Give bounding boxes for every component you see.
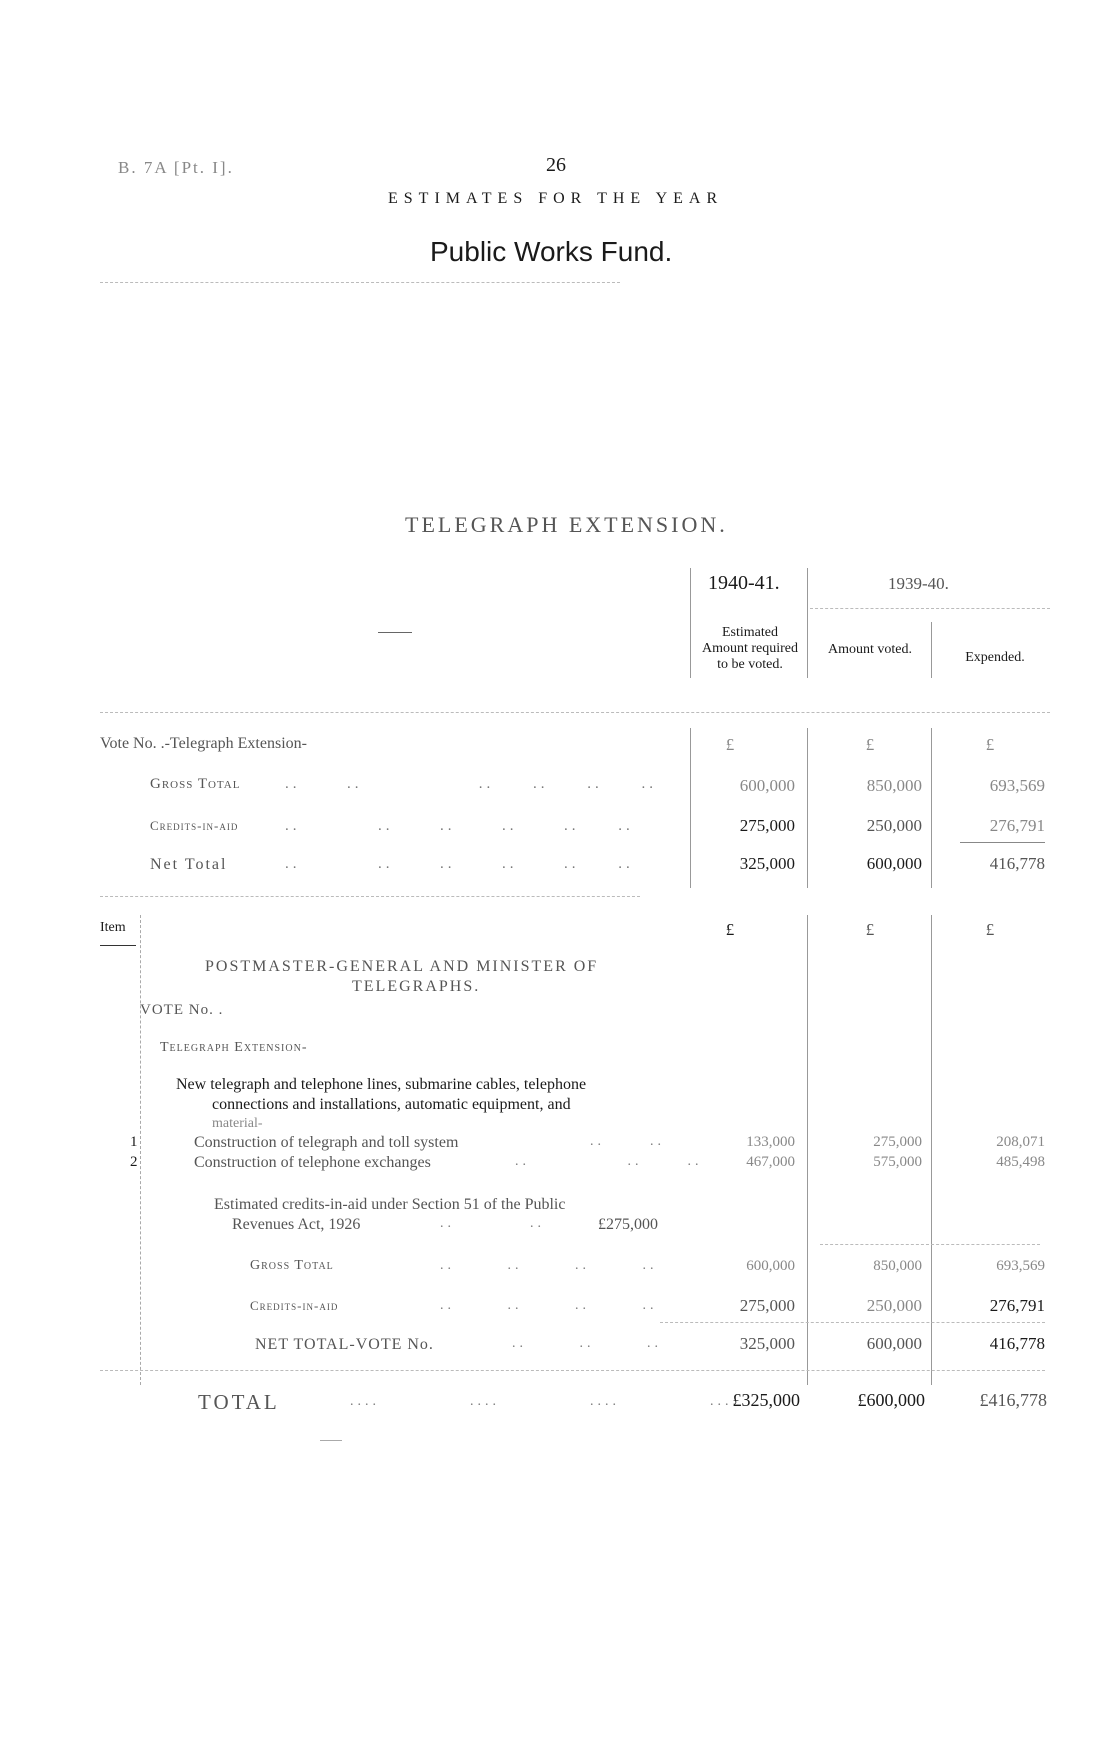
section-title: TELEGRAPH EXTENSION. <box>405 512 728 537</box>
summary-divider-3 <box>931 728 932 888</box>
year-current: 1940-41. <box>708 572 780 594</box>
summary-net-v2: 600,000 <box>866 854 922 873</box>
footer-dash <box>320 1440 342 1441</box>
total-row-label: Credits-in-aid <box>250 1298 339 1313</box>
item-column-divider <box>140 915 141 1385</box>
summary-row-label: Credits-in-aid <box>150 818 239 833</box>
leader-dots: .. .. .. .. .. .. <box>285 818 634 834</box>
summary-divider-1 <box>690 728 691 888</box>
grand-total-v3: £416,778 <box>979 1390 1047 1410</box>
item-column-rule <box>100 945 136 946</box>
summary-credits-v2: 250,000 <box>866 816 922 835</box>
col-voted-label: Amount voted. <box>828 642 912 657</box>
leader-dots: .. .. <box>590 1134 665 1149</box>
item-number: 1 <box>130 1134 138 1150</box>
total-credits-v3: 276,791 <box>989 1296 1045 1315</box>
summary-bottom-rule <box>100 896 640 897</box>
item-column-label: Item <box>100 920 126 935</box>
totals-rule <box>820 1244 1040 1245</box>
leader-dots: .. .. .. .. .. .. <box>285 776 657 792</box>
item-2-v3: 485,498 <box>996 1154 1045 1170</box>
description-line: connections and installations, automatic equipment, and <box>212 1096 571 1113</box>
vote-label: Vote No. .-Telegraph Extension- <box>100 735 307 752</box>
credits-note-amount: £275,000 <box>598 1216 658 1233</box>
header-bottom-rule <box>100 712 1050 713</box>
currency-symbol-3: £ <box>985 735 995 754</box>
summary-divider-2 <box>807 728 808 888</box>
col-expended-label: Expended. <box>965 650 1025 665</box>
summary-credits-v3: 276,791 <box>989 816 1045 835</box>
total-gross-v2: 850,000 <box>873 1258 922 1274</box>
summary-gross-v3: 693,569 <box>989 776 1045 795</box>
description-dash <box>378 632 412 633</box>
item-1-v1: 133,000 <box>746 1134 795 1150</box>
col-divider-2 <box>807 568 808 678</box>
summary-row-label: Net Total <box>150 856 228 873</box>
item-2-v2: 575,000 <box>873 1154 922 1170</box>
item-number: 2 <box>130 1154 138 1170</box>
summary-net-v3: 416,778 <box>989 854 1045 873</box>
grand-total-v1: £325,000 <box>732 1390 800 1410</box>
col-divider-3 <box>931 622 932 678</box>
item-label: Construction of telephone exchanges <box>194 1154 431 1171</box>
currency-symbol-3: £ <box>985 920 995 939</box>
leader-dots: .. .. .. <box>515 1154 703 1169</box>
summary-credits-v1: 275,000 <box>739 816 795 835</box>
total-net-v3: 416,778 <box>989 1334 1045 1353</box>
vote-number: VOTE No. . <box>140 1002 224 1018</box>
credits-note: Revenues Act, 1926 <box>232 1216 361 1233</box>
currency-symbol-1: £ <box>725 920 735 939</box>
page-number: 26 <box>546 154 566 176</box>
leader-dots: .. .. .. <box>512 1336 662 1351</box>
col-estimated-label: Estimated Amount required to be voted. <box>701 625 799 672</box>
detail-divider-2 <box>807 915 808 1385</box>
total-credits-v2: 250,000 <box>866 1296 922 1315</box>
description-line: New telegraph and telephone lines, submarine cables, telephone <box>176 1076 587 1093</box>
item-label: Construction of telegraph and toll system <box>194 1134 459 1151</box>
grand-total-rule <box>100 1370 1045 1371</box>
minister-heading-line1: POSTMASTER-GENERAL AND MINISTER OF <box>205 958 599 975</box>
summary-net-v1: 325,000 <box>739 854 795 873</box>
description-line: material- <box>212 1116 263 1131</box>
item-2-v1: 467,000 <box>746 1154 795 1170</box>
year-rule <box>810 608 1050 609</box>
item-1-v2: 275,000 <box>873 1134 922 1150</box>
leader-dots: .. .. .. .. <box>440 1258 658 1273</box>
total-row-label: NET TOTAL-VOTE No. <box>255 1336 434 1353</box>
currency-symbol-2: £ <box>865 735 875 754</box>
subhead-telegraph-extension: Telegraph Extension- <box>160 1040 308 1055</box>
leader-dots: .... .... .... .... <box>350 1394 740 1409</box>
summary-gross-v2: 850,000 <box>866 776 922 795</box>
leader-dots: .. .. .. .. .. .. <box>285 856 634 872</box>
total-gross-v1: 600,000 <box>746 1258 795 1274</box>
detail-divider-3 <box>931 915 932 1385</box>
summary-sum-rule <box>960 842 1045 843</box>
credits-note: Estimated credits-in-aid under Section 51 of the Public <box>214 1196 566 1213</box>
total-gross-v3: 693,569 <box>996 1258 1045 1274</box>
net-total-rule <box>660 1322 1045 1323</box>
total-row-label: Gross Total <box>250 1258 334 1273</box>
total-net-v2: 600,000 <box>866 1334 922 1353</box>
header-rule <box>100 282 620 283</box>
currency-symbol-2: £ <box>865 920 875 939</box>
fund-title: Public Works Fund. <box>430 236 673 267</box>
col-divider-1 <box>690 568 691 678</box>
currency-symbol-1: £ <box>725 735 735 754</box>
year-previous: 1939-40. <box>888 574 949 593</box>
minister-heading-line2: TELEGRAPHS. <box>352 978 481 995</box>
leader-dots: .. .. .. .. <box>440 1298 658 1313</box>
summary-gross-v1: 600,000 <box>739 776 795 795</box>
item-1-v3: 208,071 <box>996 1134 1045 1150</box>
summary-row-label: Gross Total <box>150 776 241 792</box>
total-net-v1: 325,000 <box>739 1334 795 1353</box>
grand-total-label: TOTAL <box>198 1390 280 1414</box>
total-credits-v1: 275,000 <box>739 1296 795 1315</box>
page-reference: B. 7A [Pt. I]. <box>118 158 234 177</box>
leader-dots: .. .. <box>440 1216 545 1231</box>
grand-total-v2: £600,000 <box>857 1390 925 1410</box>
estimates-heading: ESTIMATES FOR THE YEAR <box>388 190 724 207</box>
